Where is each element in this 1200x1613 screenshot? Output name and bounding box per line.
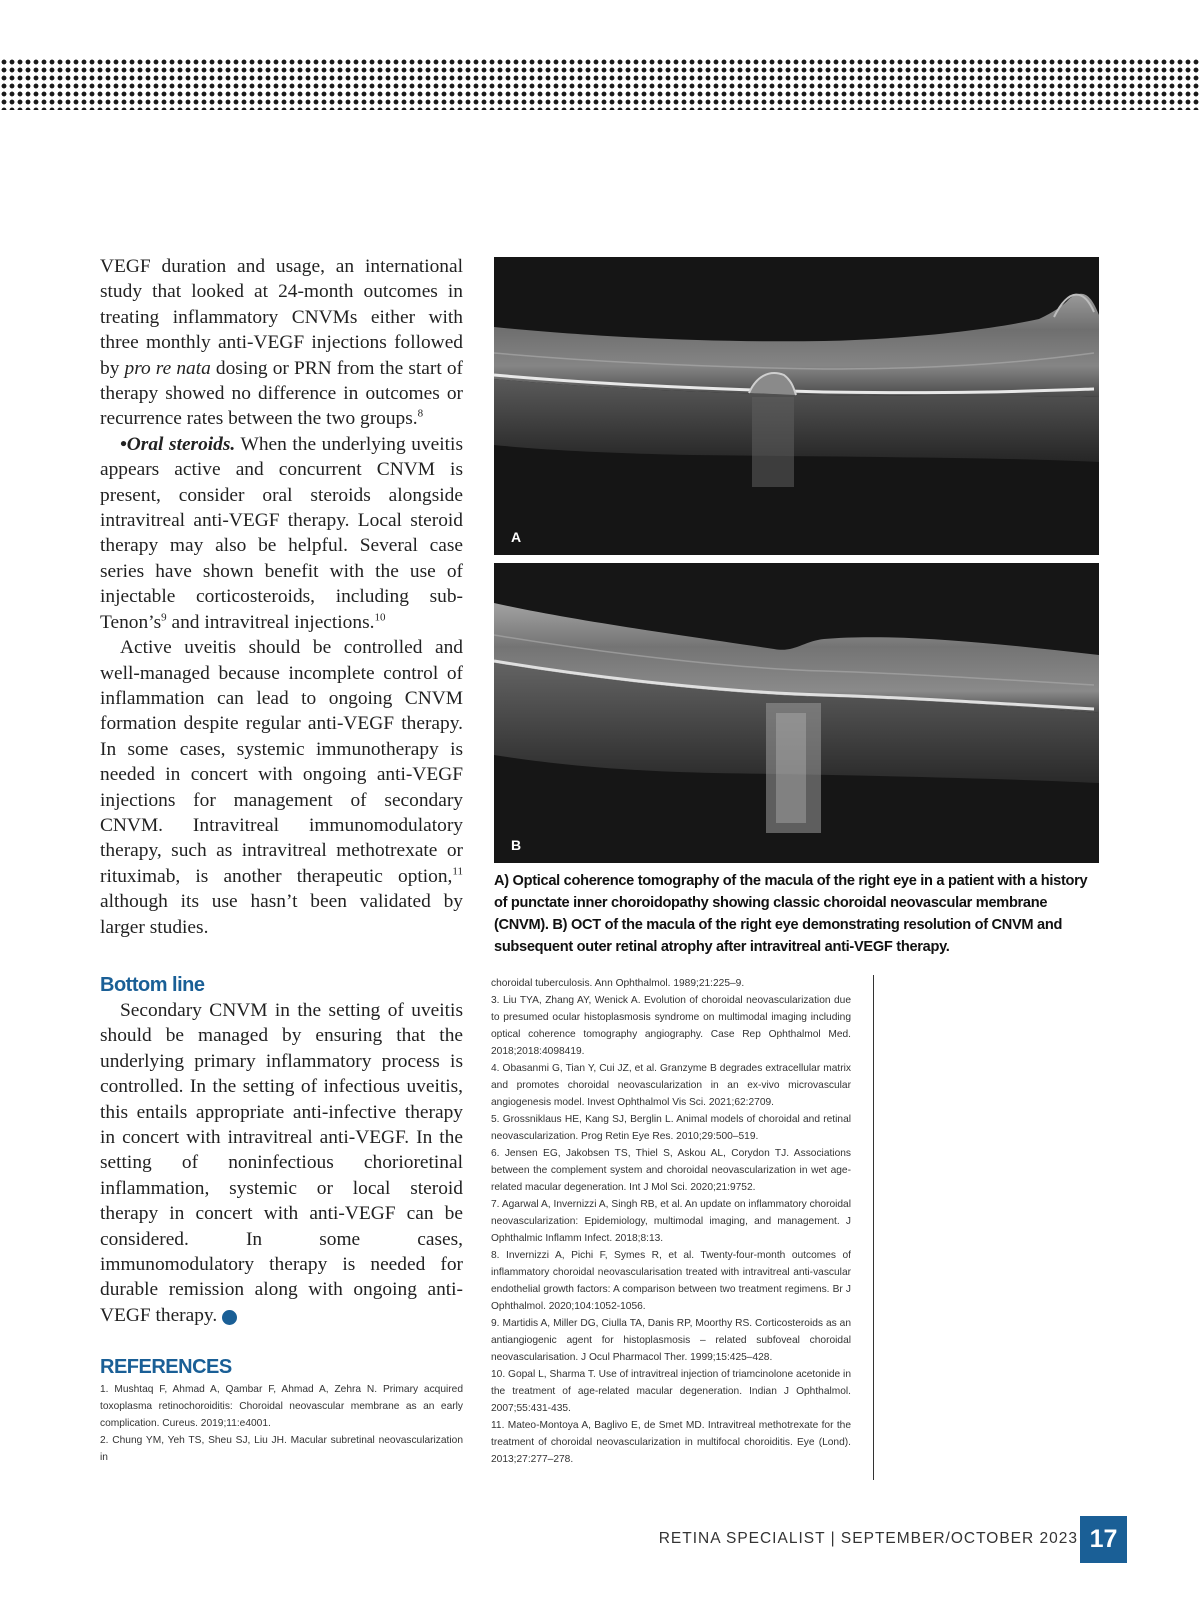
reference-item: 9. Martidis A, Miller DG, Ciulla TA, Danis RP, Moorthy RS. Corticosteroids as an antiangiogenic agent for histoplasmosis – related subfoveal choroidal neovascularisation. J Ocul Pharmacol Ther. 1999;15:425–428. xyxy=(491,1318,851,1363)
reference-item: 1. Mushtaq F, Ahmad A, Qambar F, Ahmad A, Zehra N. Primary acquired toxoplasma retinochoroiditis: Choroidal neovascular membrane as an early complication. Cureus. 2019;11:e4001. xyxy=(100,1384,463,1430)
article-body xyxy=(100,254,463,940)
paragraph-oral-steroids: •Oral steroids. When the underlying uveitis appears active and concurrent CNVM is present, consider oral steroids alongside intravitreal anti-VEGF therapy. Local steroid therapy may also be helpful. Several case series have shown benefit with the use of injectable corticosteroids, including sub-$Tenon’s^9$ and intravitreal injections.$^{10}$ xyxy=(100,433,463,633)
column-divider xyxy=(873,975,874,1480)
rs-end-badge-icon: RS xyxy=(222,1310,237,1325)
oct-image-a xyxy=(494,257,1099,555)
paragraph-active-uveitis: Active uveitis should be controlled and well-managed because incomplete control of inflammation can lead to ongoing CNVM formation despite regular anti-VEGF therapy. In some cases, systemic immunotherapy is needed in concert with ongoing anti-VEGF injections for management of secondary CNVM. Intravitreal immunomodulatory therapy, such as intravitreal methotrexate or rituximab, is another therapeutic option,$^{11}$ although its use hasn’t been validated by larger studies. xyxy=(100,637,463,938)
reference-item: 7. Agarwal A, Invernizzi A, Singh RB, et al. An update on inflammatory choroidal neovascularization: Epidemiology, multimodal imaging, and management. J Ophthalmic Inflamm Infect. 2018;8:13. xyxy=(491,1199,851,1244)
oct-image-b xyxy=(494,563,1099,863)
reference-item: 5. Grossniklaus HE, Kang SJ, Berglin L. Animal models of choroidal and retinal neovascularization. Prog Retin Eye Res. 2010;29:500–519. xyxy=(491,1114,851,1142)
decorative-dot-pattern xyxy=(0,58,1200,110)
paragraph-bottom-line: Secondary CNVM in the setting of uveitis should be managed by ensuring that the underlying primary inflammatory process is controlled. In the setting of infectious uveitis, this entails appropriate anti-infective therapy in concert with intravitreal anti-VEGF. In the setting of noninfectious chorioretinal inflammation, systemic or local steroid therapy in concert with anti-VEGF can be considered. In some cases, immunomodulatory therapy is needed for durable remission along with ongoing anti-VEGF therapy. RS xyxy=(100,999,463,1326)
references-heading: REFERENCES xyxy=(100,1356,232,1379)
oral-steroids-heading: Oral steroids. xyxy=(126,433,236,455)
reference-item: 8. Invernizzi A, Pichi F, Symes R, et al. Twenty-four-month outcomes of inflammatory choroidal neovascularisation treated with intravitreal anti-vascular endothelial growth factors: A comparison between two treatment regimens. Br J Ophthalmol. 2020;104:1052-1056. xyxy=(491,1250,851,1312)
bottom-line-body xyxy=(100,998,463,1328)
reference-item: 3. Liu TYA, Zhang AY, Wenick A. Evolution of choroidal neovascularization due to presumed ocular histoplasmosis syndrome on multimodal imaging including optical coherence tomography angiography. Case Rep Ophthalmol Med. 2018;2018:4098419. xyxy=(491,995,851,1057)
panel-label-a: A xyxy=(511,529,522,545)
references-list-right xyxy=(491,975,851,1468)
references-list-left xyxy=(100,1381,463,1466)
paragraph-anti-vegf-duration: VEGF duration and usage, an international study that looked at 24-month outcomes in treating inflammatory CNVMs either with three monthly anti-VEGF injections followed by pro re nata dosing or PRN from the start of therapy showed no difference in outcomes or recurrence rates between the two groups.$^8$ xyxy=(100,256,463,430)
reference-item: 4. Obasanmi G, Tian Y, Cui JZ, et al. Granzyme B degrades extracellular matrix and promotes choroidal neovascularization in an ex-vivo microvascular angiogenesis model. Invest Ophthalmol Vis Sci. 2021;62:2709. xyxy=(491,1063,851,1108)
reference-item: choroidal tuberculosis. Ann Ophthalmol. 1989;21:225–9. xyxy=(491,978,745,989)
reference-item: 10. Gopal L, Sharma T. Use of intravitreal injection of triamcinolone acetonide in the treatment of age-related macular degeneration. Indian J Ophthalmol. 2007;55:431-435. xyxy=(491,1369,851,1414)
left-column xyxy=(100,254,463,1466)
reference-item: 11. Mateo-Montoya A, Baglivo E, de Smet MD. Intravitreal methotrexate for the treatment of choroidal neovascularization in multifocal choroiditis. Eye (Lond). 2013;27:277–278. xyxy=(491,1420,851,1465)
figure-caption: A) Optical coherence tomography of the macula of the right eye in a patient with a history of punctate inner choroidopathy showing classic choroidal neovascular membrane (CNVM). B) OCT of the macula of the right eye demonstrating resolution of CNVM and subsequent outer retinal atrophy after intravitreal anti-VEGF therapy. xyxy=(494,873,1088,955)
reference-item: 2. Chung YM, Yeh TS, Sheu SJ, Liu JH. Macular subretinal neovascularization in xyxy=(100,1435,463,1464)
panel-label-b: B xyxy=(511,837,522,853)
reference-item: 6. Jensen EG, Jakobsen TS, Thiel S, Askou AL, Corydon TJ. Associations between the complement system and choroidal neovascularization in wet age-related macular degeneration. Int J Mol Sci. 2020;21:9752. xyxy=(491,1148,851,1193)
footer-publication: RETINA SPECIALIST | SEPTEMBER/OCTOBER 2023 xyxy=(658,1530,1078,1547)
bottom-line-heading: Bottom line xyxy=(100,973,205,996)
page-number: 17 xyxy=(1080,1516,1127,1563)
